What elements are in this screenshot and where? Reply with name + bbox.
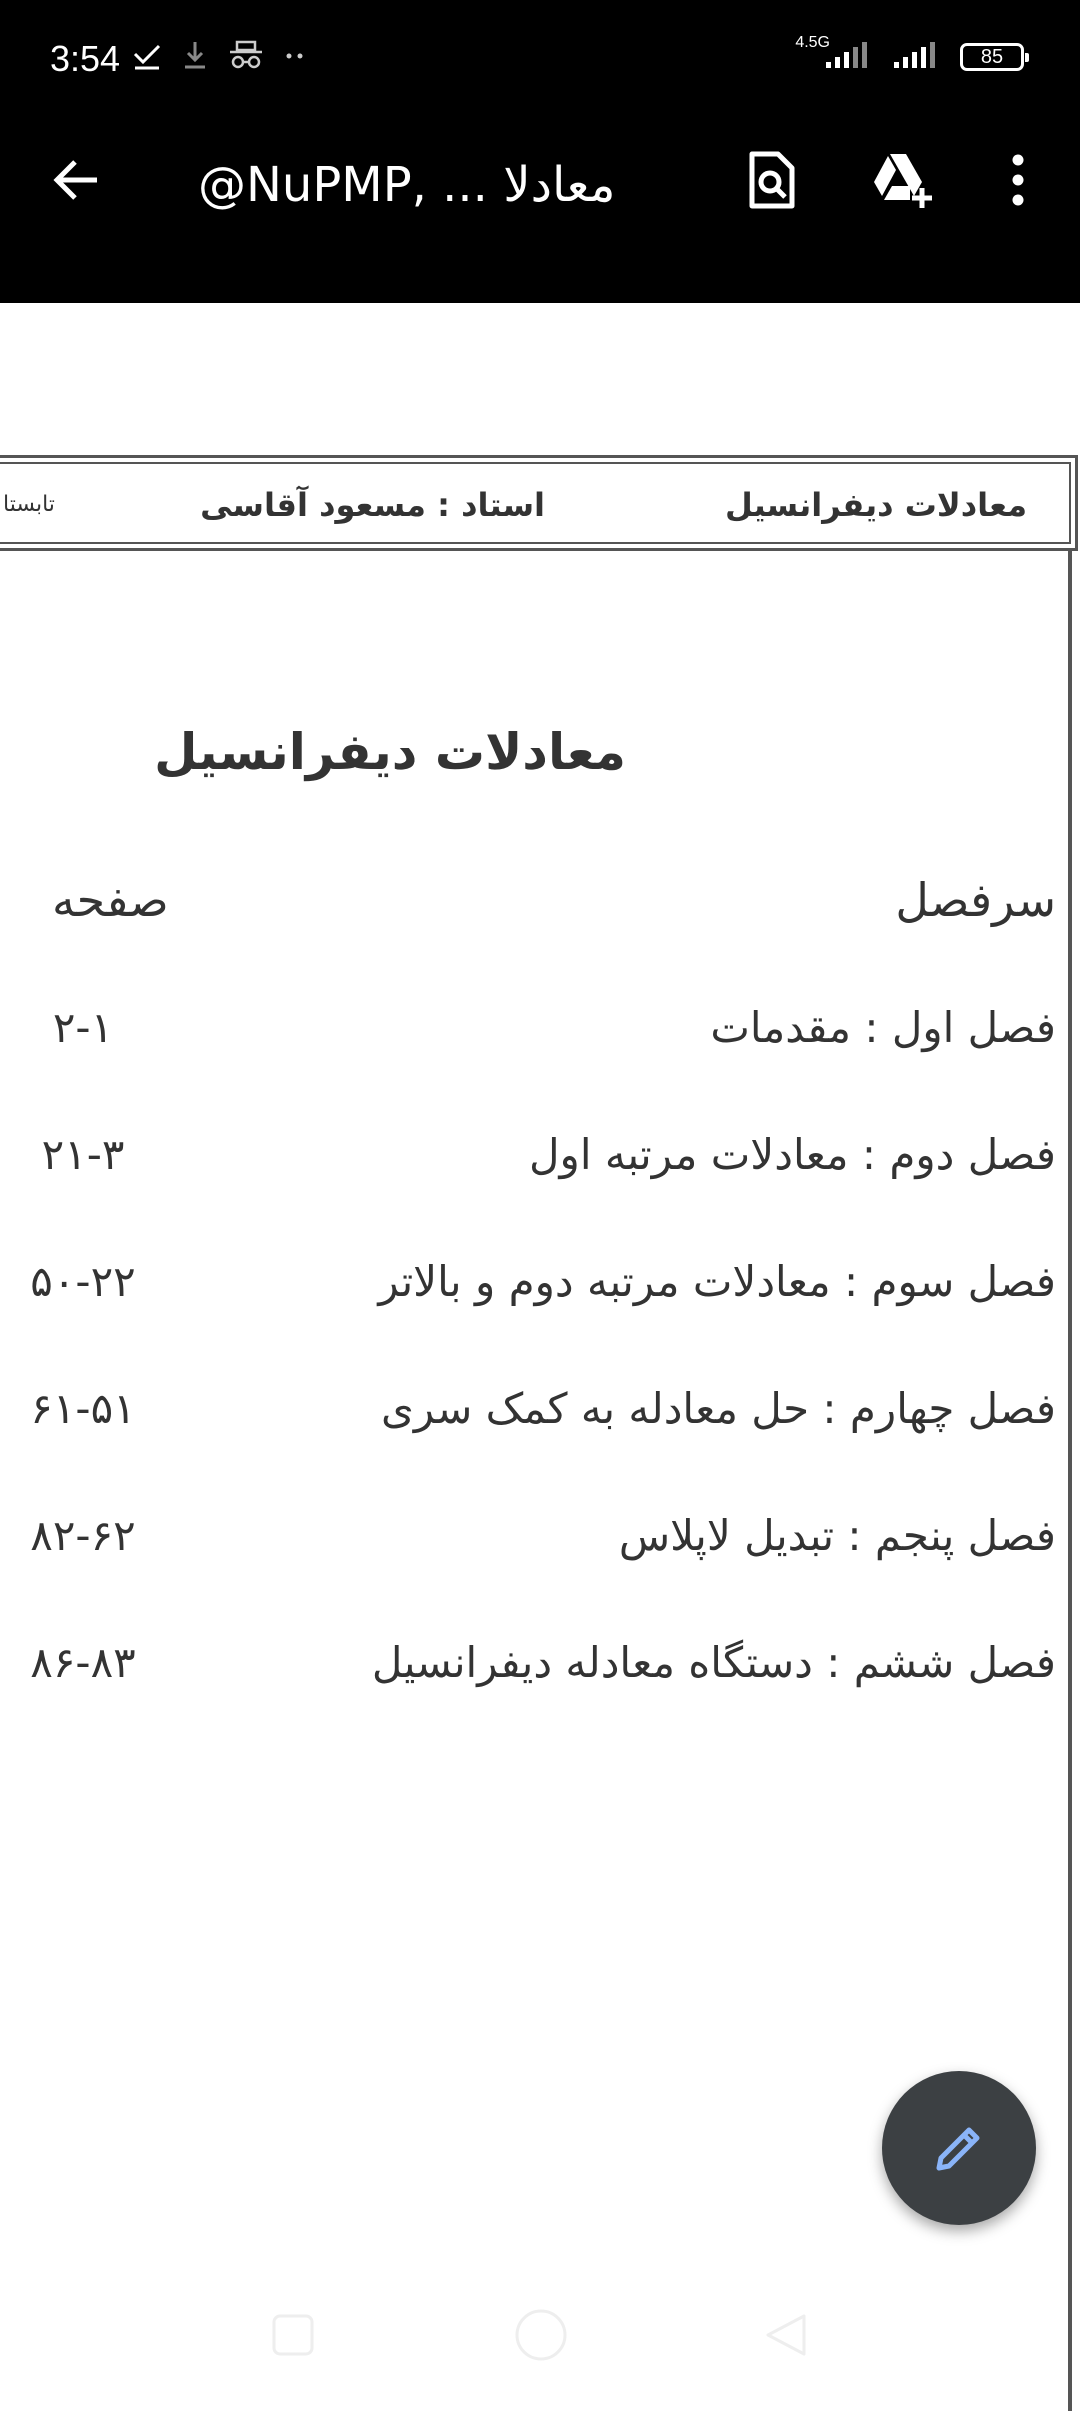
incognito-icon	[228, 40, 264, 74]
toc-row	[0, 1511, 1080, 1581]
page-border	[1068, 551, 1072, 2411]
document-title: @NuPMP, ... معادلا	[198, 157, 616, 213]
toc-row	[0, 1638, 1080, 1708]
more-dots-icon	[284, 40, 306, 74]
more-vert-icon	[1008, 152, 1028, 208]
status-bar	[0, 0, 1080, 120]
nav-home-button[interactable]	[512, 2306, 570, 2368]
toc-pages: ۵۰-۲۲	[30, 1257, 136, 1306]
toc-title: فصل سوم : معادلات مرتبه دوم و بالاتر	[378, 1257, 1056, 1306]
back-triangle-icon	[764, 2312, 808, 2358]
toc-title: فصل پنجم : تبدیل لاپلاس	[618, 1511, 1056, 1560]
edit-pencil-icon	[931, 2120, 987, 2176]
nav-back-button[interactable]	[764, 2312, 808, 2362]
toc-title: فصل چهارم : حل معادله به کمک سری	[381, 1384, 1056, 1433]
toc-title: فصل ششم : دستگاه معادله دیفرانسیل	[371, 1638, 1056, 1687]
toc-pages: ۸۲-۶۲	[30, 1511, 136, 1560]
header-course: معادلات دیفرانسیل	[725, 486, 1027, 524]
back-button[interactable]	[40, 144, 112, 216]
toc-row	[0, 1257, 1080, 1327]
toc-row	[0, 1130, 1080, 1200]
header-season: تابستا	[3, 492, 55, 517]
toc-title: فصل دوم : معادلات مرتبه اول	[529, 1130, 1056, 1179]
download-icon	[182, 40, 208, 74]
add-to-drive-icon	[870, 150, 934, 210]
status-notification-icons	[132, 40, 306, 74]
toc-header-page: صفحه	[52, 873, 169, 927]
back-arrow-icon	[51, 155, 101, 205]
toc-title: فصل اول : مقدمات	[710, 1003, 1056, 1052]
status-time: 3:54	[50, 38, 121, 79]
signal-icon-2	[892, 40, 942, 74]
check-icon	[132, 40, 162, 74]
more-options-button[interactable]	[978, 140, 1058, 220]
toc-row	[0, 1003, 1080, 1073]
toc-row	[0, 1384, 1080, 1454]
toc-pages: ۶۱-۵۱	[30, 1384, 136, 1433]
toc-pages: ۲-۱	[52, 1003, 114, 1052]
status-system-icons	[795, 34, 1024, 74]
home-circle-icon	[512, 2306, 570, 2364]
signal-icon	[824, 40, 874, 74]
recents-icon	[270, 2312, 316, 2358]
find-in-document-icon	[746, 150, 798, 210]
network-type-label: 4.5G	[795, 34, 830, 51]
nav-recents-button[interactable]	[270, 2312, 316, 2362]
header-instructor: استاد : مسعود آقاسی	[200, 486, 545, 524]
add-to-drive-button[interactable]	[862, 140, 942, 220]
edit-fab[interactable]	[882, 2071, 1036, 2225]
battery-icon: 85	[960, 43, 1024, 71]
find-in-document-button[interactable]	[732, 140, 812, 220]
toc-pages: ۲۱-۳	[41, 1130, 125, 1179]
app-bar	[0, 120, 1080, 303]
doc-title: معادلات دیفرانسیل	[154, 723, 626, 781]
toc-header-chapter: سرفصل	[895, 873, 1056, 927]
page-header	[0, 455, 1078, 551]
toc-pages: ۸۶-۸۳	[30, 1638, 136, 1687]
